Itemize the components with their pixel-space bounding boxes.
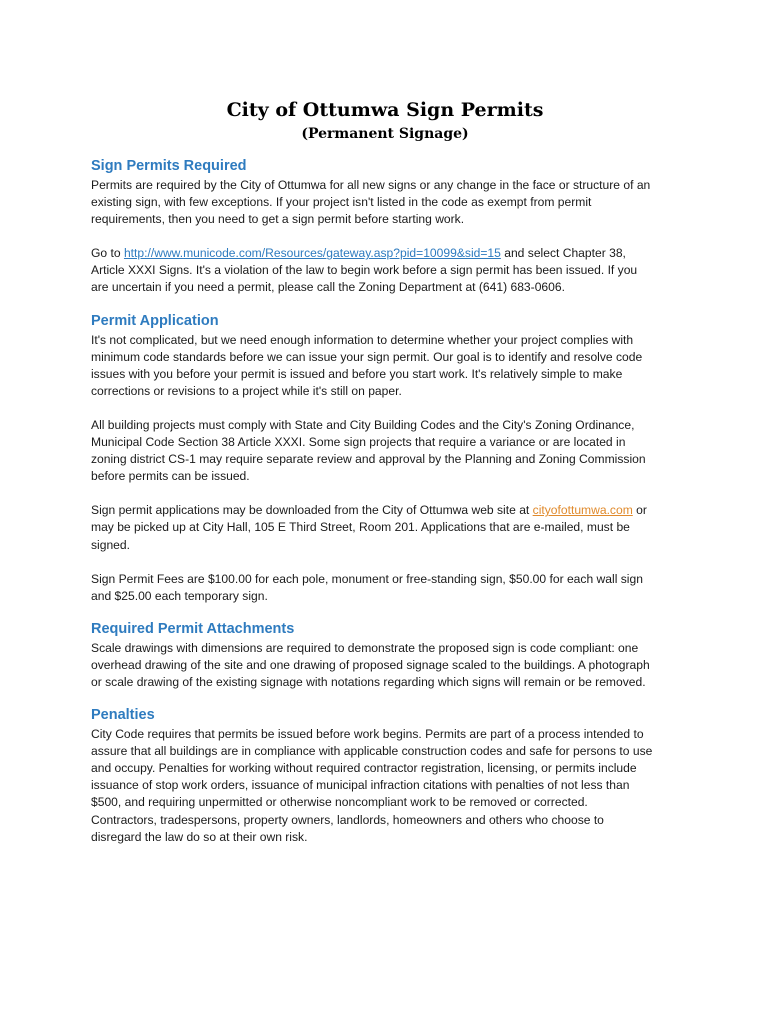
section-permit-application: [91, 311, 691, 605]
section-heading: Permit Application: [91, 312, 219, 329]
paragraph-with-link: [91, 245, 691, 296]
document-subtitle: (Permanent Signage): [301, 126, 469, 142]
paragraph: All building projects must comply with State and City Building Codes and the City's Zoning Ordinance, Municipal Code Section 38 Article XXXI. Some sign projects that require a variance or are located in zoning district CS-1 may require separate review and approval by the Planning and Zoning Commission before permits can be issued.: [91, 417, 646, 484]
section-heading: Penalties: [91, 707, 155, 724]
section-heading: Sign Permits Required: [91, 158, 247, 174]
paragraph-text: or may be picked up at City Hall, 105 E Third Street, Room 201. Applications that are e-mailed, must be signed.: [91, 503, 647, 552]
paragraph: Permits are required by the City of Ottumwa for all new signs or any change in the face or structure of an existing sign, with few exceptions. If your project isn't listed in the code as exempt from permit requirements, then you need to get a sign permit before starting work.: [91, 178, 651, 227]
paragraph: Sign Permit Fees are $100.00 for each pole, monument or free-standing sign, $50.00 for each wall sign and $25.00 each temporary sign.: [91, 571, 643, 603]
city-website-link[interactable]: cityofottumwa.com: [532, 503, 633, 518]
paragraph: City Code requires that permits be issued before work begins. Permits are part of a process intended to assure that all buildings are in compliance with applicable construction codes and safe for persons to use and occupy. Penalties for working without required contractor registration, licensing, or permits include issuance of stop work orders, issuance of municipal infraction citations with penalties of not less than $500, and requiring unpermitted or otherwise noncompliant work to be removed or corrected. Contractors, tradespersons, property owners, landlords, homeowners and others who choose to disregard the law do so at their own risk.: [91, 727, 653, 844]
document-title: City of Ottumwa Sign Permits: [226, 99, 544, 121]
section-penalties: [91, 705, 691, 846]
title-block: [0, 98, 770, 144]
paragraph-text: Go to: [91, 246, 124, 261]
section-heading: Required Permit Attachments: [91, 620, 295, 637]
paragraph-with-link: [91, 502, 691, 553]
section-required-attachments: [91, 619, 691, 691]
document-body: [91, 156, 691, 846]
section-sign-permits-required: [91, 156, 691, 297]
paragraph: Scale drawings with dimensions are required to demonstrate the proposed sign is code compliant: one overhead drawing of the site and one drawing of proposed signage scaled to the buildings. A photograph or scale drawing of the existing signage with notations regarding which signs will remain or be removed.: [91, 640, 650, 689]
paragraph: It's not complicated, but we need enough information to determine whether your project complies with minimum code standards before we can issue your sign permit. Our goal is to identify and resolve code issues with you before your permit is issued and before you start work. It's relatively simple to make corrections or revisions to a project while it's still on paper.: [91, 332, 643, 398]
paragraph-text: Sign permit applications may be downloaded from the City of Ottumwa web site at: [91, 503, 533, 518]
paragraph-text: and select Chapter 38, Article XXXI Signs. It's a violation of the law to begin work before a sign permit has been issued. If you are uncertain if you need a permit, please call the Zoning Department at (641) 683-0606.: [91, 246, 638, 295]
municode-link[interactable]: http://www.municode.com/Resources/gateway.asp?pid=10099&sid=15: [123, 246, 501, 261]
